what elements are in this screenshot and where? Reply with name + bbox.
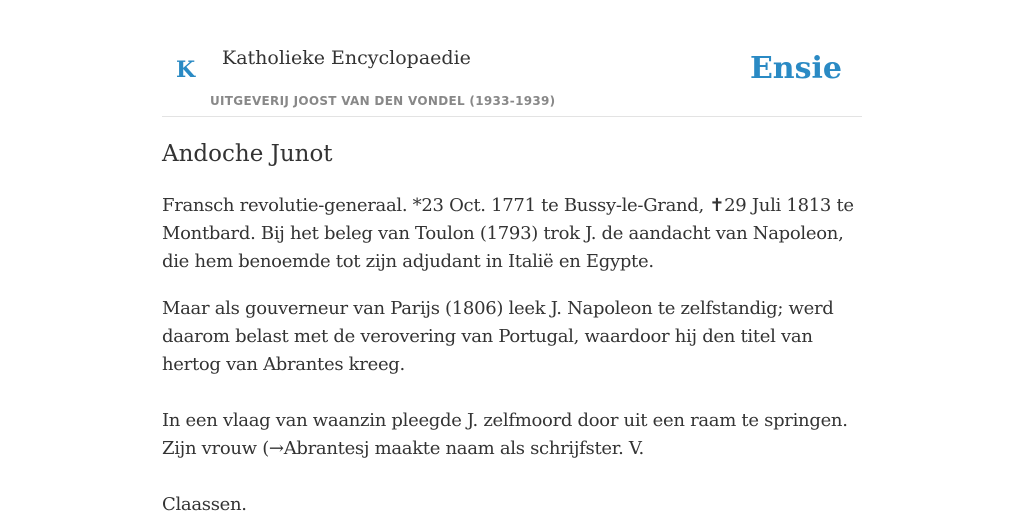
publisher-subtitle: UITGEVERIJ JOOST VAN DEN VONDEL (1933-1939) (210, 94, 556, 108)
article-paragraph: Fransch revolutie-generaal. *23 Oct. 1771 te Bussy-le-Grand, ✝29 Juli 1813 te Montbard. Bij het beleg van Toulon (1793) trok J. de aandacht van Napoleon, die hem benoemde tot zijn adjudant in Italië en Egypte. (162, 195, 854, 272)
article (162, 136, 872, 519)
ensie-brand-link[interactable]: Ensie (749, 51, 842, 86)
site-title[interactable]: Katholieke Encyclopaedie (222, 47, 471, 69)
article-author: Claassen. (162, 494, 247, 515)
site-logo[interactable]: K (176, 57, 196, 83)
article-paragraph: In een vlaag van waanzin pleegde J. zelfmoord door uit een raam te springen. Zijn vrouw (→Abrantesj maakte naam als schrijfster. V. (162, 410, 848, 459)
site-header (162, 0, 862, 117)
article-title: Andoche Junot (162, 141, 333, 167)
article-paragraph: Maar als gouverneur van Parijs (1806) leek J. Napoleon te zelfstandig; werd daarom belast met de verovering van Portugal, waardoor hij den titel van hertog van Abrantes kreeg. (162, 298, 834, 375)
